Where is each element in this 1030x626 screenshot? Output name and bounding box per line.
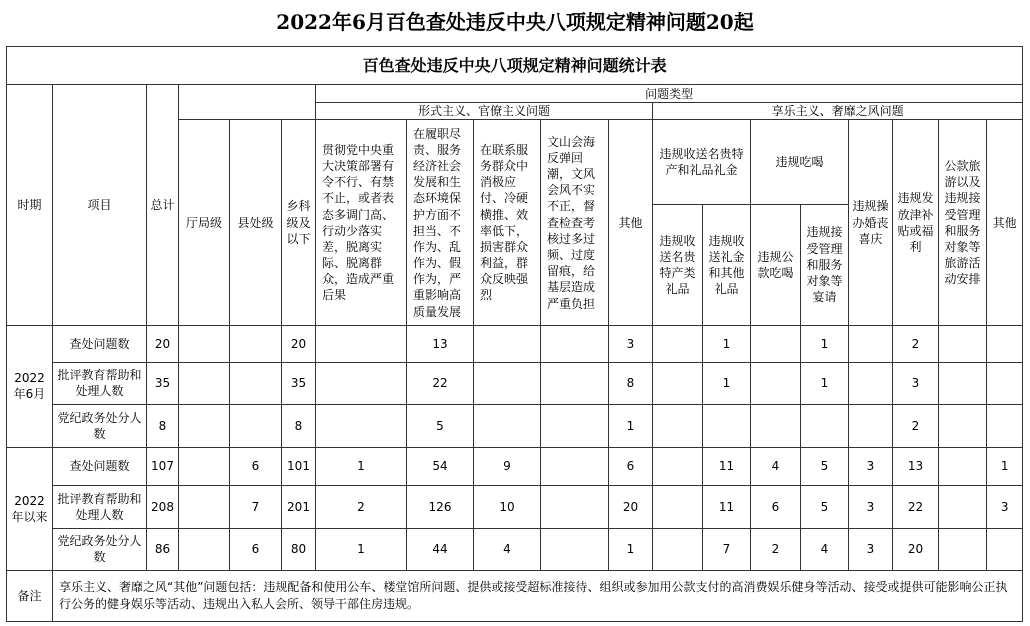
table-cell: 101	[282, 447, 316, 485]
table-cell: 10	[474, 486, 541, 529]
header-formalism-other: 其他	[609, 120, 653, 326]
table-cell	[653, 362, 703, 405]
table-cell	[316, 326, 407, 362]
table-row	[7, 447, 1023, 485]
row-item-label: 批评教育帮助和处理人数	[53, 362, 147, 405]
page-title: 2022年6月百色查处违反中央八项规定精神问题20起	[276, 10, 754, 34]
table-cell: 3	[609, 326, 653, 362]
table-row	[7, 486, 1023, 529]
table-cell	[474, 362, 541, 405]
table-cell: 5	[801, 447, 849, 485]
header-level-xiang: 乡科级及以下	[282, 120, 316, 326]
table-cell: 1	[801, 362, 849, 405]
header-issue-type: 问题类型	[316, 85, 1023, 102]
table-cell: 4	[801, 528, 849, 571]
header-period: 时期	[7, 85, 53, 326]
table-cell	[230, 405, 282, 448]
table-cell	[939, 405, 987, 448]
table-cell	[179, 528, 230, 571]
header-level-xian: 县处级	[230, 120, 282, 326]
header-item: 项目	[53, 85, 147, 326]
table-cell	[939, 326, 987, 362]
table-cell	[849, 405, 893, 448]
period-label: 2022年以来	[7, 447, 53, 571]
header-formalism-meetings: 文山会海反弹回潮，文风会风不实不正，督查检查考核过多过频、过度留痕，给基层造成严重负担	[541, 120, 609, 326]
header-hedonism-weddings: 违规操办婚丧喜庆	[849, 120, 893, 326]
table-cell: 1	[609, 405, 653, 448]
row-item-label: 查处问题数	[53, 447, 147, 485]
table-cell	[179, 447, 230, 485]
table-cell: 35	[147, 362, 179, 405]
table-cell	[230, 326, 282, 362]
table-cell	[939, 528, 987, 571]
table-cell	[179, 362, 230, 405]
statistics-table	[6, 46, 1023, 622]
note-text: 享乐主义、奢靡之风“其他”问题包括：违规配备和使用公车、楼堂馆所问题、提供或接受超标准接待、组织或参加用公款支付的高消费娱乐健身等活动、接受或提供可能影响公正执行公务的健身娱乐等活动、违规出入私人会所、领导干部住房违规。	[53, 571, 1023, 622]
table-cell: 5	[801, 486, 849, 529]
table-cell	[541, 447, 609, 485]
header-hedonism-other: 其他	[987, 120, 1023, 326]
row-item-label: 党纪政务处分人数	[53, 405, 147, 448]
header-formalism-duties: 在履职尽责、服务经济社会发展和生态环境保护方面不担当、不作为、乱作为、假作为，严重影响高质量发展	[407, 120, 474, 326]
table-cell	[751, 405, 801, 448]
table-cell	[987, 528, 1023, 571]
table-cell	[801, 405, 849, 448]
table-cell: 1	[316, 447, 407, 485]
table-cell	[939, 486, 987, 529]
table-cell: 6	[230, 528, 282, 571]
table-row	[7, 362, 1023, 405]
header-formalism-masses: 在联系服务群众中消极应付、冷硬横推、效率低下，损害群众利益，群众反映强烈	[474, 120, 541, 326]
table-cell	[541, 405, 609, 448]
table-cell: 20	[147, 326, 179, 362]
table-cell: 107	[147, 447, 179, 485]
table-cell	[987, 405, 1023, 448]
table-cell	[751, 326, 801, 362]
table-cell: 13	[893, 447, 939, 485]
row-item-label: 查处问题数	[53, 326, 147, 362]
table-cell: 1	[703, 326, 751, 362]
table-cell: 11	[703, 447, 751, 485]
table-cell: 1	[987, 447, 1023, 485]
table-cell	[541, 486, 609, 529]
table-cell	[939, 362, 987, 405]
table-cell: 13	[407, 326, 474, 362]
table-cell	[751, 362, 801, 405]
header-hedonism-gifts-specialty: 违规收送名贵特产类礼品	[653, 204, 703, 325]
table-cell: 80	[282, 528, 316, 571]
table-cell	[987, 326, 1023, 362]
table-row	[7, 528, 1023, 571]
table-cell: 8	[147, 405, 179, 448]
header-formalism-decisions: 贯彻党中央重大决策部署有令不行、有禁不止，或者表态多调门高、行动少落实差，脱离实际、脱离群众，造成严重后果	[316, 120, 407, 326]
table-cell	[541, 528, 609, 571]
table-cell: 2	[893, 326, 939, 362]
table-cell: 201	[282, 486, 316, 529]
table-cell	[939, 447, 987, 485]
table-cell: 6	[230, 447, 282, 485]
table-cell: 7	[703, 528, 751, 571]
table-cell: 3	[849, 486, 893, 529]
table-cell	[653, 486, 703, 529]
table-cell	[474, 405, 541, 448]
table-cell: 1	[609, 528, 653, 571]
table-cell: 2	[751, 528, 801, 571]
table-cell: 8	[609, 362, 653, 405]
table-cell	[541, 326, 609, 362]
table-cell: 2	[316, 486, 407, 529]
header-level-blank	[179, 85, 316, 120]
table-cell: 1	[316, 528, 407, 571]
table-cell: 1	[801, 326, 849, 362]
note-label: 备注	[7, 571, 53, 622]
table-cell: 22	[407, 362, 474, 405]
header-hedonism-dining: 违规吃喝	[751, 120, 849, 204]
table-cell: 4	[474, 528, 541, 571]
table-cell: 35	[282, 362, 316, 405]
table-cell: 11	[703, 486, 751, 529]
header-hedonism-dining-public: 违规公款吃喝	[751, 204, 801, 325]
table-cell: 4	[751, 447, 801, 485]
table-cell	[987, 362, 1023, 405]
header-hedonism-gifts: 违规收送名贵特产和礼品礼金	[653, 120, 751, 204]
table-cell: 20	[893, 528, 939, 571]
table-cell: 22	[893, 486, 939, 529]
header-formalism: 形式主义、官僚主义问题	[316, 102, 653, 119]
table-cell: 9	[474, 447, 541, 485]
table-cell: 6	[609, 447, 653, 485]
row-item-label: 党纪政务处分人数	[53, 528, 147, 571]
table-cell: 208	[147, 486, 179, 529]
header-total: 总计	[147, 85, 179, 326]
table-cell: 44	[407, 528, 474, 571]
table-cell: 54	[407, 447, 474, 485]
table-cell: 6	[751, 486, 801, 529]
period-label: 2022年6月	[7, 326, 53, 448]
header-hedonism-gifts-cash: 违规收送礼金和其他礼品	[703, 204, 751, 325]
table-cell: 126	[407, 486, 474, 529]
table-cell	[316, 362, 407, 405]
header-level-ting: 厅局级	[179, 120, 230, 326]
table-cell: 7	[230, 486, 282, 529]
table-cell: 3	[849, 447, 893, 485]
table-cell: 20	[609, 486, 653, 529]
table-cell: 20	[282, 326, 316, 362]
table-cell	[179, 486, 230, 529]
table-cell: 3	[849, 528, 893, 571]
header-hedonism: 享乐主义、奢靡之风问题	[653, 102, 1023, 119]
table-cell	[474, 326, 541, 362]
table-row	[7, 405, 1023, 448]
table-cell	[230, 362, 282, 405]
table-cell	[653, 326, 703, 362]
table-cell	[316, 405, 407, 448]
table-cell	[179, 405, 230, 448]
table-cell: 1	[703, 362, 751, 405]
table-cell	[653, 528, 703, 571]
table-cell	[653, 447, 703, 485]
row-item-label: 批评教育帮助和处理人数	[53, 486, 147, 529]
header-hedonism-allowance: 违规发放津补贴或福利	[893, 120, 939, 326]
table-cell: 3	[893, 362, 939, 405]
table-cell	[179, 326, 230, 362]
table-cell	[653, 405, 703, 448]
table-cell	[849, 326, 893, 362]
table-cell: 3	[987, 486, 1023, 529]
table-row	[7, 326, 1023, 362]
table-cell: 2	[893, 405, 939, 448]
header-hedonism-dining-banquet: 违规接受管理和服务对象等宴请	[801, 204, 849, 325]
table-cell: 8	[282, 405, 316, 448]
table-cell: 5	[407, 405, 474, 448]
table-cell	[849, 362, 893, 405]
header-hedonism-travel: 公款旅游以及违规接受管理和服务对象等旅游活动安排	[939, 120, 987, 326]
table-cell: 86	[147, 528, 179, 571]
table-cell	[541, 362, 609, 405]
table-cell	[703, 405, 751, 448]
table-caption: 百色查处违反中央八项规定精神问题统计表	[7, 47, 1023, 85]
